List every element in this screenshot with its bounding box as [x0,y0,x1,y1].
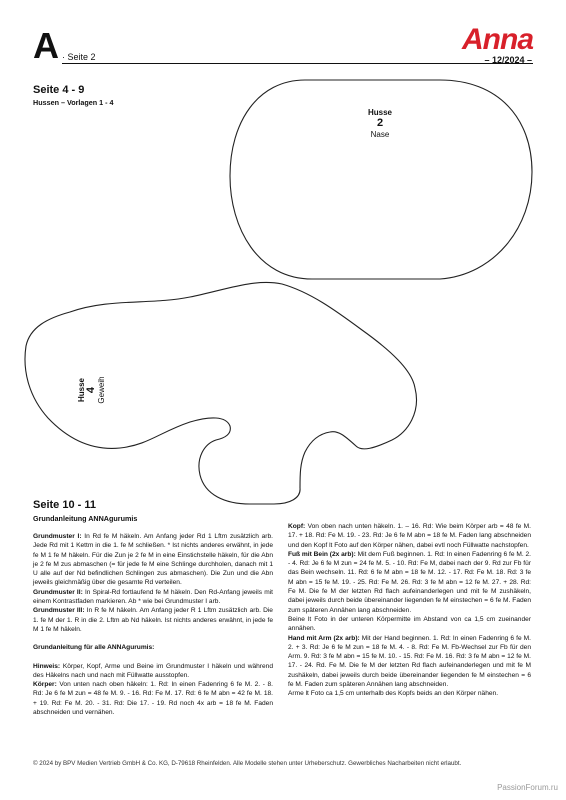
template-2-name: Husse [367,108,392,117]
top-section-title: Seite 4 - 9 [33,84,85,96]
fuss-paragraph [288,550,531,615]
gm1-label: Grundmuster I: [33,533,82,540]
template-2-label [350,108,410,139]
gm3-label: Grundmuster III: [33,607,85,615]
page-label: · Seite 2 [62,52,96,62]
instructions-left-column [33,532,273,717]
arme-paragraph: Arme lt Foto ca 1,5 cm unterhalb des Kopfs beids an den Körper nähen. [288,690,499,698]
hinweis-paragraph [33,662,273,681]
template-2-part: Nase [370,130,390,139]
koerper-text: Von unten nach oben häkeln: 1. Rd: In einen Fadenring 6 fe M. 2. - 8. Rd: Je 6 fe M zun = 48 fe M. 9. - 16. Rd: Fe M. 17. Rd: 6 fe M abn = 42 fe M. 18. + 19. Rd: Fe M. 20. - 31. Rd: Die 17. - 19. Rd noch 4x arb = 18 fe M. Faden abschneiden und vernähen. [33,681,273,717]
grundmuster-2 [33,588,273,607]
grundanleitung-heading: Grundanleitung für alle ANNAgurumis: [33,644,155,652]
template-4-part: Geweih [97,376,106,404]
watermark: PassionForum.ru [497,783,558,792]
kopf-paragraph [288,522,531,550]
fuss-text: Mit dem Fuß beginnen. 1. Rd: In einen Fadenring 6 fe M. 2. - 4. Rd: Je 6 fe M zun = 24 fe M. 5. - 10. Rd: Fe M, dabei nach der 9. Rd zur Fb für das Bein wechseln. 11. Rd: 6 fe M abn = 18 fe M. 12. - 17. Rd: Fe M. 18. Rd: 3 fe M abn = 15 fe M. 19. - 25. Rd: Fe M. 26. Rd: 3 fe M abn = 12 fe M. 27. + 28. Rd: Fe M. Die fe M der letzten Rd flach aufeinanderlegen und mit fe M zushäkeln, dabei jeweils durch beide übereinander liegenden fe M einstechen = 6 fe M. Faden zum späteren Annähen lang abschneiden. [288,550,531,614]
gm3-text: In R fe M häkeln. Am Anfang jeder R 1 Lftm zusätzlich arb. Die 1. fe M der 1. R in die 2. Lftm ab Nd häkeln. Ist nichts anderes erwähnt, in jede fe M 1 fe M häkeln. [33,607,273,633]
grundmuster-1 [33,532,273,588]
hinweis-text: Körper, Kopf, Arme und Beine im Grundmuster I häkeln und während des Häkelns nach und nach mit Füllwatte ausstopfen. [33,662,273,679]
fuss-label: Fuß mit Bein (2x arb): [288,550,356,558]
template-2-number: 2 [376,117,384,129]
kopf-text: Von oben nach unten häkeln. 1. – 16. Rd: Wie beim Körper arb = 48 fe M. 17. + 18. Rd: Fe M. 19. - 23. Rd: Je 6 fe M abn = 18 fe M. Faden lang abschneiden und den Kopf lt Foto auf den Körper nähen, dabei evtl noch Füllwatte nachstopfen. [288,523,531,549]
bottom-section-title: Seite 10 - 11 [33,499,96,511]
top-section-subtitle: Hussen – Vorlagen 1 - 4 [33,98,114,107]
instructions-right-column [288,522,531,699]
koerper-paragraph [33,680,273,717]
kopf-label: Kopf: [288,523,306,530]
hand-label: Hand mit Arm (2x arb): [288,634,360,642]
gm2-label: Grundmuster II: [33,588,83,596]
template-4-label [77,340,106,440]
hand-paragraph [288,634,531,690]
gm2-text: In Spiral-Rd fortlaufend fe M häkeln. Den Rd-Anfang jeweils mit einem Kontrastfaden markieren. Ab * wie bei Grundmuster I arb. [33,588,273,606]
gm1-text: In Rd fe M häkeln. Am Anfang jeder Rd 1 Lftm zusätzlich arb. Jede Rd mit 1 Kettm in die 1. fe M schließen. * Ist nichts anderes erwähnt, in jede fe M 1 fe M häkeln. Für die Zun je 2 fe M in eine Einstichstelle häkeln, für die Abn je 2 fe M zus abmaschen (= für jede fe M eine Schlinge durchholen, danach mit 1 U alle auf der Nd befindlichen Schlingen zus abmaschen). Die Zun und die Abn jeweils gleichmäßig über die gesamte Rd verteilen. [33,533,274,587]
hand-text: Mit der Hand beginnen. 1. Rd: In einen Fadenring 6 fe M. 2. + 3. Rd: Je 6 fe M zun = 18 fe M. 4. - 8. Rd: Fe M. Fb-Wechsel zur Fb für den Arm. 9. Rd: 3 fe M abn = 15 fe M. 10. - 15. Rd: Fe M. 16. Rd: 3 fe M abn = 12 fe M. 17. - 24. Rd. Fe M. Die fe M der letzten Rd flach aufeinanderlegen und mit fe M zushäkeln, dabei jeweils durch beide übereinander liegenden fe M einstechen = 6 fe M. Faden zum späteren Annähen lang abschneiden. [288,634,531,689]
grundmuster-3 [33,606,273,634]
koerper-label: Körper: [33,681,57,689]
copyright-footer: © 2024 by BPV Medien Vertrieb GmbH & Co. KG, D-79618 Rheinfelden. Alle Modelle stehen unter Urheberschutz. Gewerbliches Nacharbeiten nicht erlaubt. [33,760,462,767]
template-4-name: Husse [77,378,86,403]
section-letter: A [33,25,59,66]
bottom-section-subtitle: Grundanleitung ANNAgurumis [33,514,138,523]
beine-paragraph: Beine lt Foto in der unteren Körpermitte im Abstand von ca 1,5 cm zueinander annähen. [288,615,531,633]
hinweis-label: Hinweis: [33,662,61,670]
issue-number: – 12/2024 – [484,55,532,65]
template-4-number: 4 [85,386,97,394]
brand-logo: Anna [462,23,533,56]
